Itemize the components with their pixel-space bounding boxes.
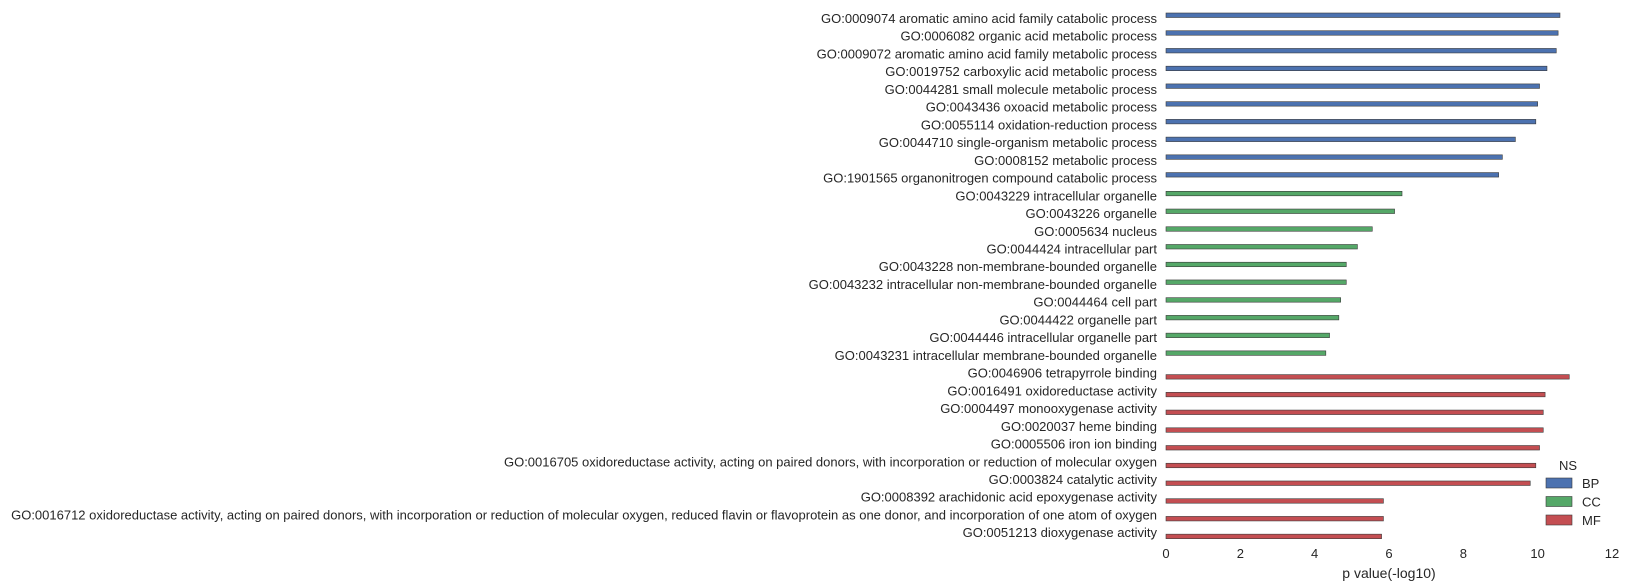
- bar-bp-2: [1166, 48, 1556, 53]
- bar-cc-9: [1166, 351, 1326, 356]
- legend-label-bp: BP: [1582, 476, 1600, 491]
- bar-bp-8: [1166, 155, 1502, 160]
- bar-mf-6: [1166, 481, 1530, 486]
- category-label: GO:0043229 intracellular organelle: [955, 188, 1157, 204]
- bar-bp-7: [1166, 137, 1515, 142]
- category-label: GO:0009074 aromatic amino acid family catabolic process: [821, 11, 1157, 26]
- category-label: GO:0004497 monooxygenase activity: [940, 401, 1157, 417]
- category-label: GO:0009072 aromatic amino acid family metabolic process: [816, 46, 1157, 62]
- x-axis: [1162, 546, 1619, 561]
- legend-swatch-mf: [1546, 515, 1572, 525]
- category-label: GO:0044424 intracellular part: [986, 241, 1157, 257]
- x-tick-label: 8: [1459, 546, 1467, 561]
- category-label: GO:0043231 intracellular membrane-bounded organelle: [834, 347, 1157, 363]
- bar-cc-5: [1166, 280, 1346, 285]
- bar-bp-6: [1166, 119, 1536, 124]
- legend-label-mf: MF: [1582, 513, 1601, 528]
- category-label: GO:0044710 single-organism metabolic process: [878, 135, 1157, 151]
- bar-mf-3: [1166, 428, 1543, 433]
- bar-mf-0: [1166, 375, 1569, 380]
- category-label: GO:0043226 organelle: [1025, 206, 1157, 222]
- x-tick-label: 0: [1162, 546, 1170, 561]
- bar-bp-3: [1166, 66, 1547, 71]
- bar-mf-2: [1166, 410, 1543, 415]
- category-label: GO:0043232 intracellular non-membrane-bounded organelle: [808, 276, 1157, 292]
- category-label: GO:0005634 nucleus: [1034, 223, 1157, 239]
- category-label: GO:0044446 intracellular organelle part: [929, 330, 1157, 346]
- category-label: GO:0016491 oxidoreductase activity: [947, 383, 1157, 399]
- legend-swatch-cc: [1546, 497, 1572, 507]
- bar-mf-7: [1166, 499, 1383, 504]
- category-label: GO:0008392 arachidonic acid epoxygenase activity: [860, 489, 1157, 505]
- bar-mf-4: [1166, 446, 1540, 451]
- x-axis-label: p value(-log10): [1342, 565, 1436, 581]
- category-labels: [11, 11, 1157, 540]
- legend-swatch-bp: [1546, 478, 1572, 488]
- bar-mf-8: [1166, 516, 1383, 521]
- bar-cc-1: [1166, 209, 1395, 214]
- bar-cc-7: [1166, 315, 1339, 320]
- category-label: GO:0005506 iron ion binding: [990, 436, 1157, 452]
- category-label: GO:1901565 organonitrogen compound catabolic process: [823, 170, 1157, 186]
- x-tick-label: 4: [1311, 546, 1319, 561]
- bar-cc-3: [1166, 244, 1357, 249]
- bar-cc-2: [1166, 227, 1372, 232]
- category-label: GO:0044281 small molecule metabolic process: [884, 81, 1157, 97]
- category-label: GO:0019752 carboxylic acid metabolic process: [885, 64, 1157, 80]
- bars-layer: [1166, 13, 1569, 539]
- bar-mf-1: [1166, 392, 1545, 397]
- bar-bp-4: [1166, 84, 1540, 89]
- category-label: GO:0016712 oxidoreductase activity, acting on paired donors, with incorporation or reduction of molecular oxygen, reduced flavin or flavoprotein as one donor, and incorporation of one atom of oxygen: [11, 507, 1157, 523]
- x-tick-label: 12: [1604, 546, 1620, 561]
- x-tick-label: 10: [1530, 546, 1545, 561]
- bar-bp-0: [1166, 13, 1560, 18]
- category-label: GO:0043228 non-membrane-bounded organelle: [878, 259, 1157, 275]
- category-label: GO:0006082 organic acid metabolic process: [900, 28, 1157, 44]
- bar-cc-4: [1166, 262, 1346, 267]
- legend-title: NS: [1558, 458, 1578, 473]
- bar-bp-9: [1166, 173, 1499, 178]
- category-label: GO:0016705 oxidoreductase activity, acting on paired donors, with incorporation or reduction of molecular oxygen: [503, 454, 1157, 470]
- bar-cc-6: [1166, 298, 1341, 303]
- category-label: GO:0044422 organelle part: [999, 312, 1157, 328]
- category-label: GO:0051213 dioxygenase activity: [962, 525, 1157, 541]
- category-label: GO:0044464 cell part: [1033, 294, 1157, 310]
- x-tick-label: 2: [1236, 546, 1244, 561]
- bar-mf-5: [1166, 463, 1536, 468]
- bar-cc-8: [1166, 333, 1330, 338]
- category-label: GO:0046906 tetrapyrrole binding: [967, 365, 1157, 381]
- category-label: GO:0020037 heme binding: [1000, 418, 1157, 434]
- bar-bp-1: [1166, 31, 1558, 36]
- legend-label-cc: CC: [1582, 494, 1601, 510]
- category-label: GO:0003824 catalytic activity: [988, 471, 1157, 487]
- bar-cc-0: [1166, 191, 1402, 196]
- x-tick-label: 6: [1385, 546, 1393, 561]
- category-label: GO:0008152 metabolic process: [974, 152, 1157, 168]
- legend: [1546, 458, 1601, 528]
- bar-mf-9: [1166, 534, 1382, 539]
- category-label: GO:0055114 oxidation-reduction process: [920, 117, 1157, 133]
- category-label: GO:0043436 oxoacid metabolic process: [925, 99, 1157, 115]
- bar-bp-5: [1166, 102, 1538, 107]
